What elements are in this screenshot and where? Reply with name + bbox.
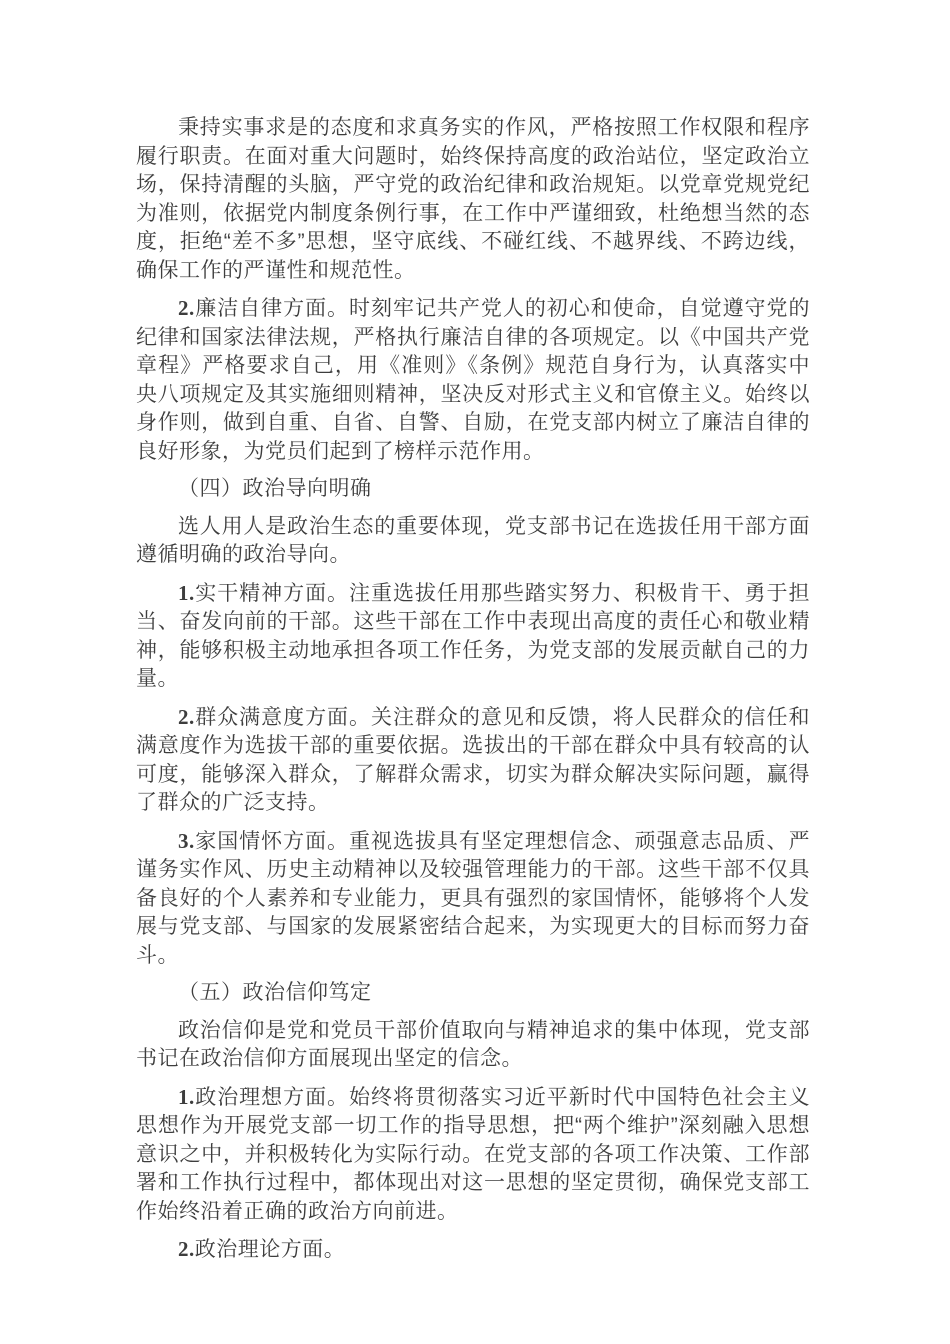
paragraph-number: 1. bbox=[178, 580, 195, 605]
paragraph-number: 1. bbox=[178, 1084, 195, 1109]
paragraph: 选人用人是政治生态的重要体现，党支部书记在选拔任用干部方面遵循明确的政治导向。 bbox=[136, 514, 810, 566]
paragraph: 政治信仰是党和党员干部价值取向与精神追求的集中体现，党支部书记在政治信仰方面展现出坚定的信念。 bbox=[136, 1018, 810, 1070]
paragraph: 1.实干精神方面。注重选拔任用那些踏实努力、积极肯干、勇于担当、奋发向前的干部。这些干部在工作中表现出高度的责任心和敬业精神，能够积极主动地承担各项工作任务，为党支部的发展贡献自己的力量。 bbox=[136, 580, 810, 690]
paragraph-number: 3. bbox=[178, 828, 195, 853]
section-heading: （五）政治信仰笃定 bbox=[178, 981, 372, 1004]
paragraph-number: 2. bbox=[178, 704, 195, 729]
paragraph: 2.廉洁自律方面。时刻牢记共产党人的初心和使命，自觉遵守党的纪律和国家法律法规，严格执行廉洁自律的各项规定。以《中国共产党章程》严格要求自己，用《准则》《条例》规范自身行为，认真落实中央八项规定及其实施细则精神，坚决反对形式主义和官僚主义。始终以身作则，做到自重、自省、自警、自励，在党支部内树立了廉洁自律的良好形象，为党员们起到了榜样示范作用。 bbox=[136, 296, 810, 463]
paragraph-number: 2. bbox=[178, 296, 195, 320]
paragraph: 1.政治理想方面。始终将贯彻落实习近平新时代中国特色社会主义思想作为开展党支部一切工作的指导思想，把“两个维护”深刻融入思想意识之中，并积极转化为实际行动。在党支部的各项工作决策、工作部署和工作执行过程中，都体现出对这一思想的坚定贯彻，确保党支部工作始终沿着正确的政治方向前进。 bbox=[136, 1084, 810, 1223]
paragraph: 3.家国情怀方面。重视选拔具有坚定理想信念、顽强意志品质、严谨务实作风、历史主动精神以及较强管理能力的干部。这些干部不仅具备良好的个人素养和专业能力，更具有强烈的家国情怀，能够将个人发展与党支部、与国家的发展紧密结合起来，为实现更大的目标而努力奋斗。 bbox=[136, 828, 810, 967]
paragraph: 2.政治理论方面。 bbox=[178, 1237, 346, 1261]
paragraph-number: 2. bbox=[178, 1237, 195, 1261]
section-heading: （四）政治导向明确 bbox=[178, 477, 372, 500]
paragraph: 秉持实事求是的态度和求真务实的作风，严格按照工作权限和程序履行职责。在面对重大问题时，始终保持高度的政治站位，坚定政治立场，保持清醒的头脑，严守党的政治纪律和政治规矩。以党章党规党纪为准则，依据党内制度条例行事，在工作中严谨细致，杜绝想当然的态度，拒绝“差不多”思想，坚守底线、不碰红线、不越界线、不跨边线，确保工作的严谨性和规范性。 bbox=[136, 116, 810, 282]
document-body bbox=[136, 114, 810, 1265]
paragraph: 2.群众满意度方面。关注群众的意见和反馈，将人民群众的信任和满意度作为选拔干部的重要依据。选拔出的干部在群众中具有较高的认可度，能够深入群众，了解群众需求，切实为群众解决实际问题，赢得了群众的广泛支持。 bbox=[136, 704, 810, 814]
